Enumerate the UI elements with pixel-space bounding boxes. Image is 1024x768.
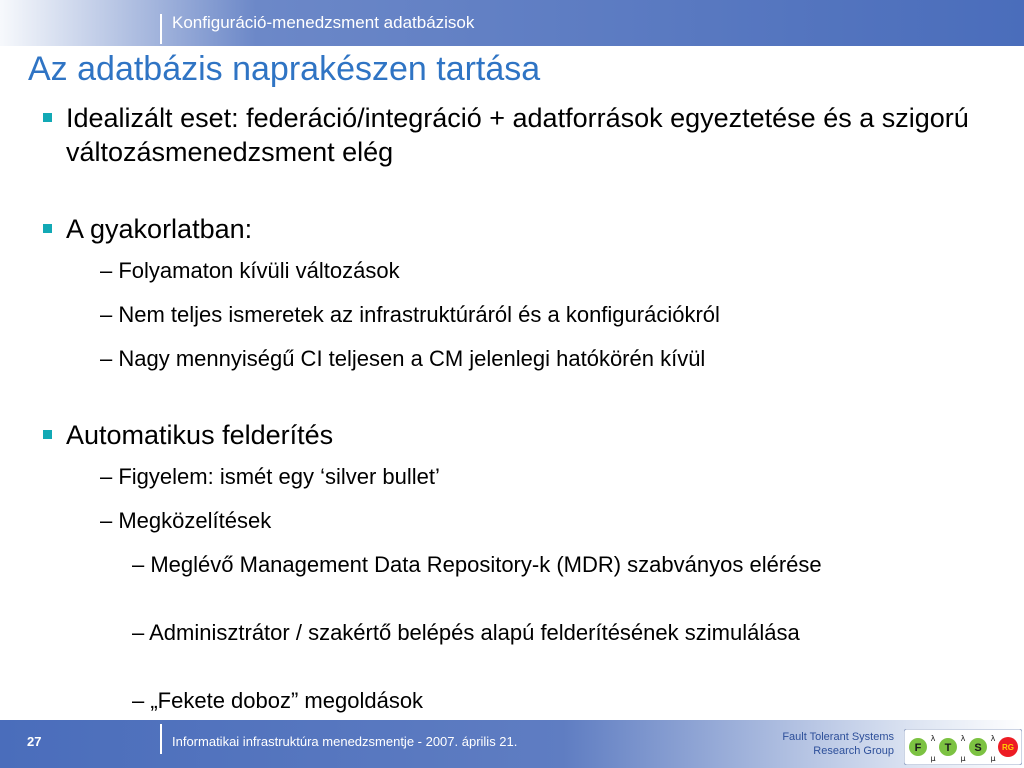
bullet-item: Idealizált eset: federáció/integráció + adatforrások egyeztetése és a szigorú változásmenedzsment elég	[66, 103, 969, 167]
logo-symbol: λ	[990, 734, 996, 743]
logo-symbol: λ	[960, 734, 966, 743]
sub-sub-bullet-item: – „Fekete doboz” megoldások	[132, 688, 424, 713]
header-separator	[160, 14, 162, 44]
logo-letter: F	[914, 742, 922, 754]
logo-symbol: μ	[930, 754, 936, 763]
sub-bullet-item: – Nem teljes ismeretek az infrastruktúráról és a konfigurációkról	[100, 302, 720, 327]
bullet-item: A gyakorlatban:	[66, 214, 253, 244]
organization-line-1: Fault Tolerant Systems	[782, 731, 894, 743]
bullet-item: Automatikus felderítés	[66, 420, 334, 450]
logo-symbol: μ	[960, 754, 966, 763]
logo-letter: S	[974, 742, 982, 754]
footer-text: Informatikai infrastruktúra menedzsmentje - 2007. április 21.	[172, 734, 518, 749]
organization-line-2: Research Group	[813, 745, 894, 757]
bullet-square-icon	[43, 224, 52, 233]
bullet-square-icon	[43, 113, 52, 122]
footer-separator	[160, 724, 162, 754]
organization-name	[782, 730, 894, 758]
sub-sub-bullet-item: – Adminisztrátor / szakértő belépés alapú felderítésének szimulálása	[132, 620, 800, 645]
ftsrg-logo-icon	[904, 729, 1022, 765]
logo-letter: T	[944, 742, 952, 754]
logo-symbol: λ	[930, 734, 936, 743]
header-bar	[0, 0, 1024, 46]
bullet-square-icon	[43, 430, 52, 439]
logo-letter: RG	[1002, 743, 1014, 752]
sub-bullet-item: – Megközelítések	[100, 508, 272, 533]
sub-bullet-item: – Folyamaton kívüli változások	[100, 258, 400, 283]
section-title: Konfiguráció-menedzsment adatbázisok	[172, 13, 475, 32]
logo-symbol: μ	[990, 754, 996, 763]
page-number: 27	[27, 734, 42, 749]
sub-bullet-item: – Figyelem: ismét egy ‘silver bullet’	[100, 464, 440, 489]
sub-bullet-item: – Nagy mennyiségű CI teljesen a CM jelenlegi hatókörén kívül	[100, 346, 706, 371]
slide-title: Az adatbázis naprakészen tartása	[28, 50, 541, 88]
sub-sub-bullet-item: – Meglévő Management Data Repository-k (MDR) szabványos elérése	[132, 552, 822, 577]
